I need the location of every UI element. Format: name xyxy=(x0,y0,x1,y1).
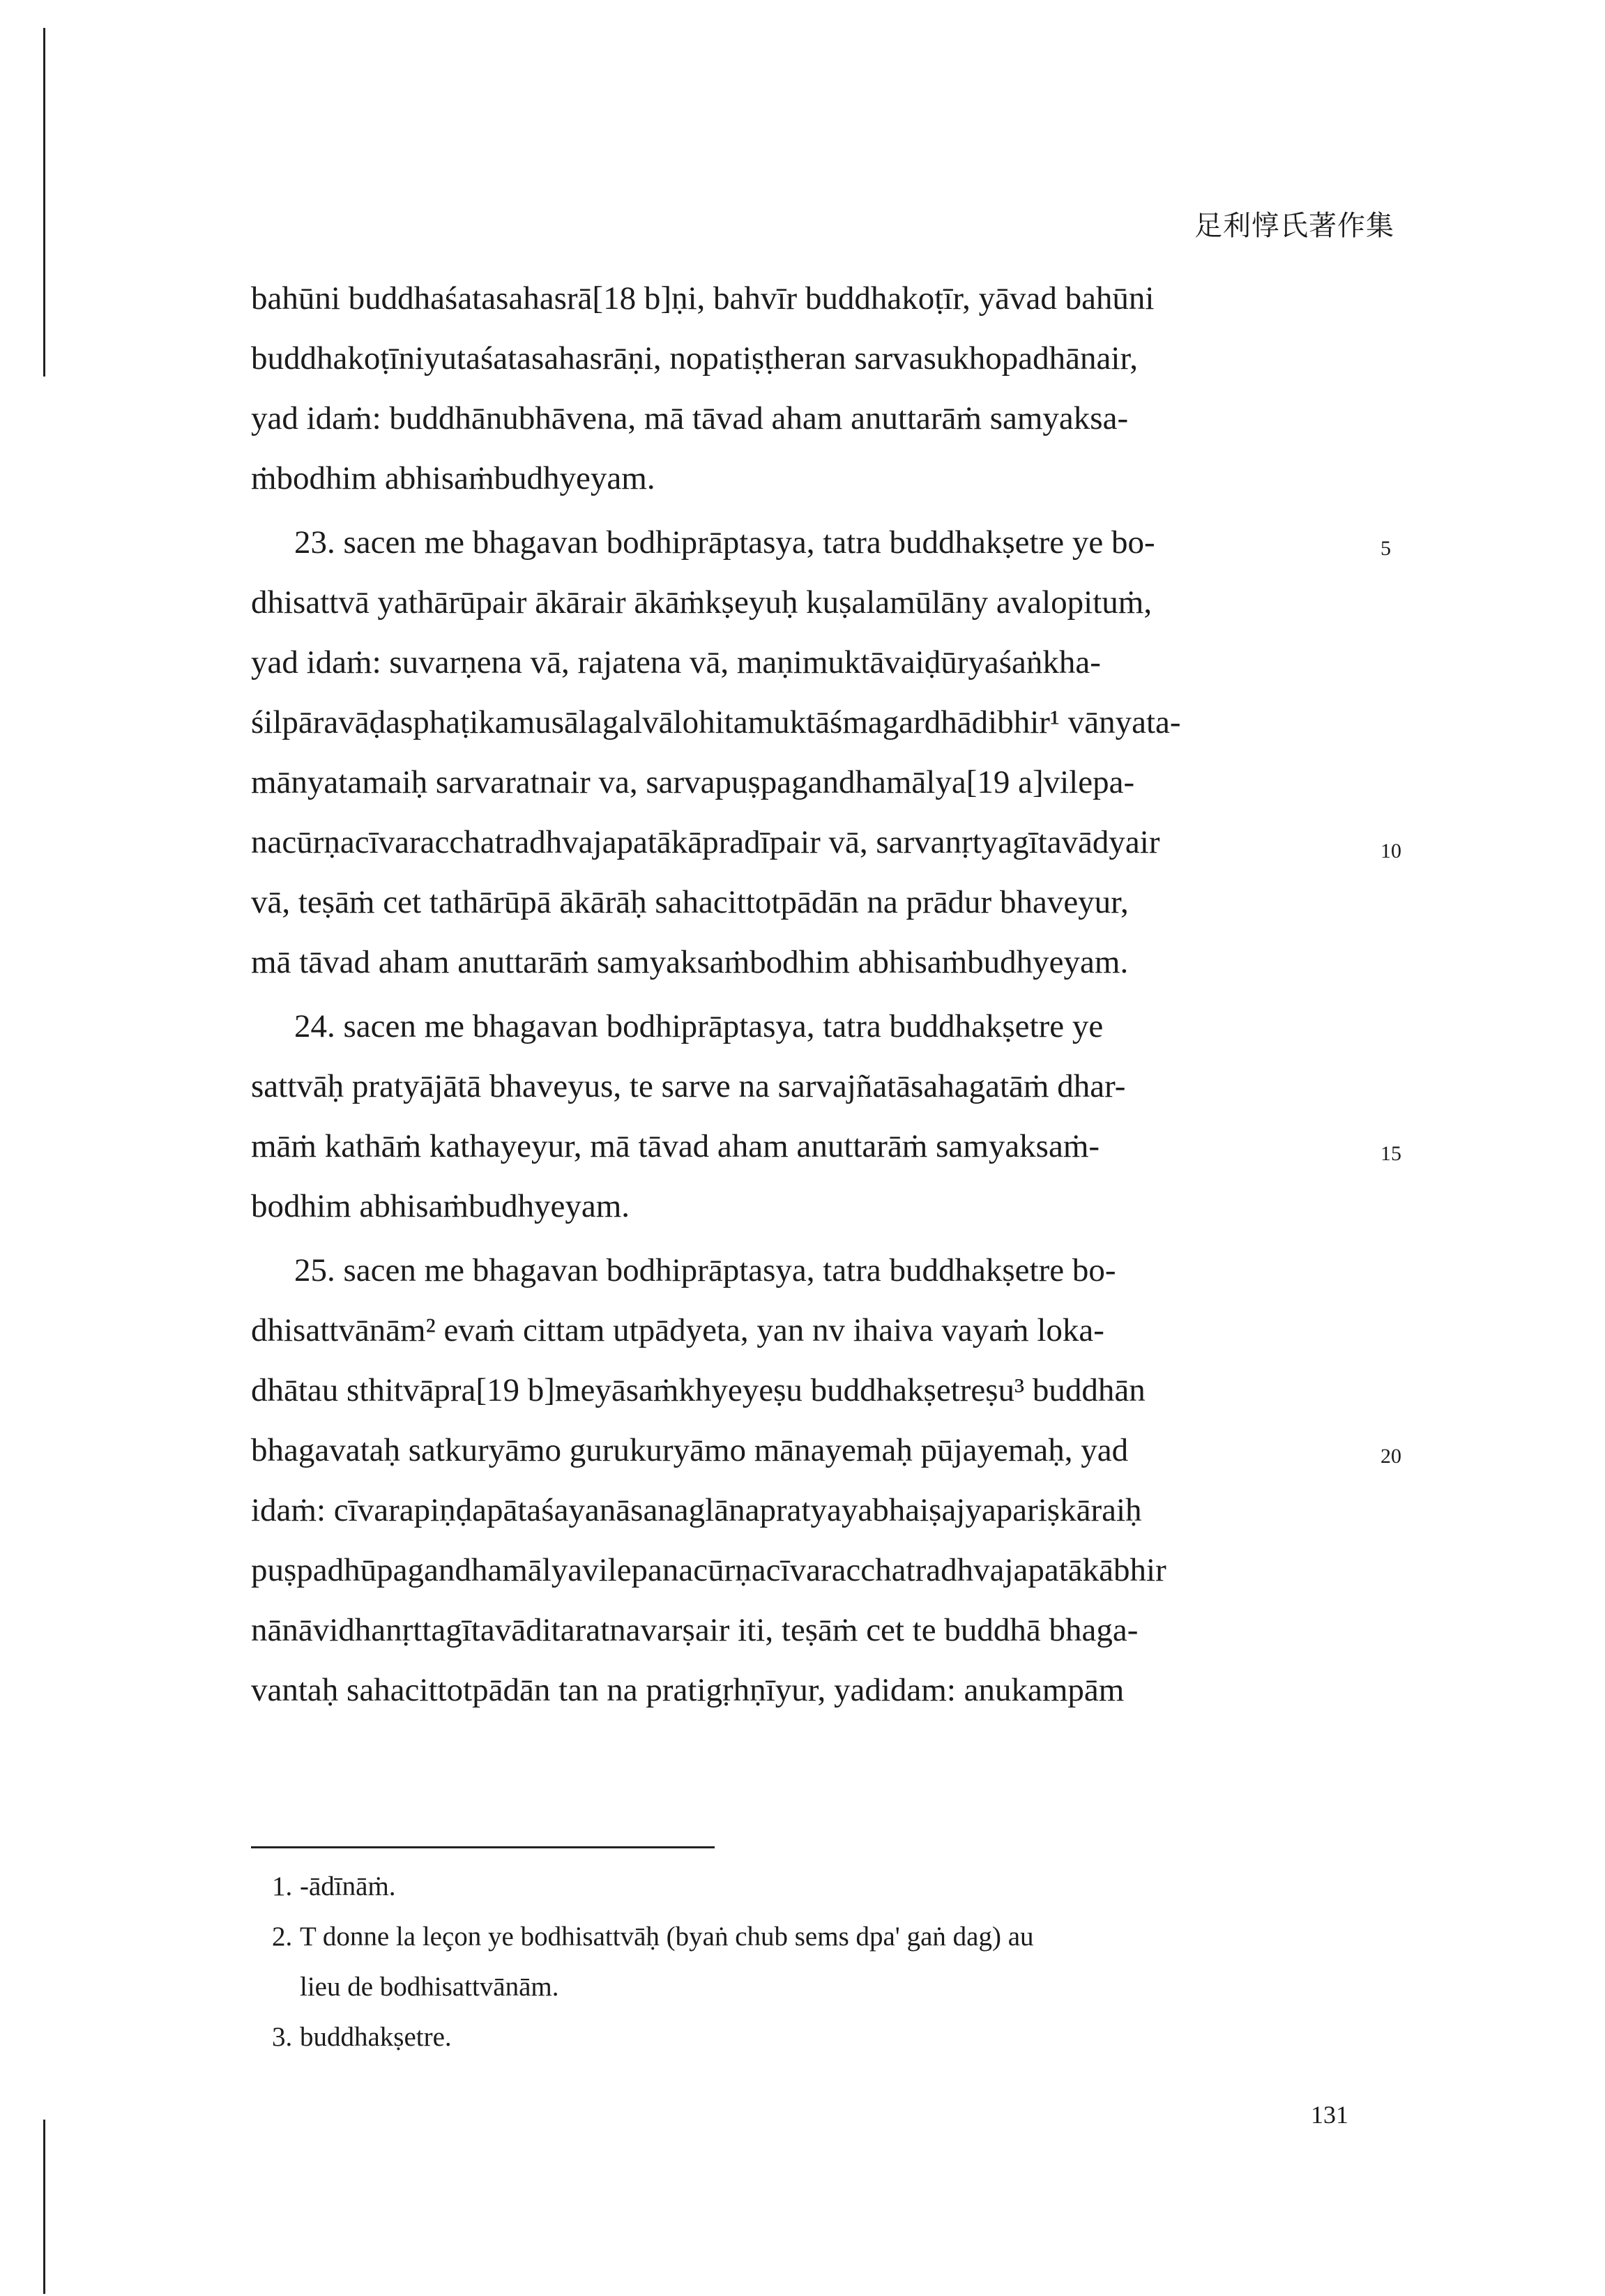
text-line: puṣpadhūpagandhamālyavilepanacūrṇacīvaracchatradhvajapatākābhir xyxy=(251,1552,1166,1588)
line-number: 20 xyxy=(1380,1445,1401,1468)
text-line: yad idaṁ: suvarṇena vā, rajatena vā, maṇimuktāvaiḍūryaśaṅkha- xyxy=(251,644,1101,681)
text-line: ṁbodhim abhisaṁbudhyeyam. xyxy=(251,460,655,496)
text-line: bahūni buddhaśatasahasrā[18 b]ṇi, bahvīr buddhakoṭīr, yāvad bahūni xyxy=(251,280,1155,317)
page-number: 131 xyxy=(1311,2101,1348,2129)
text-line: 24. sacen me bhagavan bodhiprāptasya, tatra buddhakṣetre ye xyxy=(294,1008,1104,1044)
text-line: buddhakoṭīniyutaśatasahasrāṇi, nopatiṣṭheran sarvasukhopadhānair, xyxy=(251,340,1138,377)
text-line: māṁ kathāṁ kathayeyur, mā tāvad aham anuttarāṁ samyaksaṁ- xyxy=(251,1128,1100,1164)
text-line: nacūrṇacīvaracchatradhvajapatākāpradīpair vā, sarvanṛtyagītavādyair xyxy=(251,824,1160,860)
line-number: 10 xyxy=(1380,839,1401,862)
footnote-text: lieu de bodhisattvānām. xyxy=(300,1972,559,2002)
footnote xyxy=(272,1862,1346,1912)
main-text xyxy=(251,268,1339,1720)
text-line: bodhim abhisaṁbudhyeyam. xyxy=(251,1188,630,1224)
text-line: yad idaṁ: buddhānubhāvena, mā tāvad aham anuttarāṁ samyaksa- xyxy=(251,400,1129,436)
footnote-number: 1. xyxy=(272,1871,293,1901)
footnote xyxy=(272,2012,1346,2062)
text-line: dhisattvā yathārūpair ākārair ākāṁkṣeyuḥ kuṣalamūlāny avalopituṁ, xyxy=(251,584,1153,621)
footnote-text: T donne la leçon ye bodhisattvāḥ (byaṅ chub sems dpa' gaṅ dag) au xyxy=(300,1922,1034,1952)
text-line: idaṁ: cīvarapiṇḍapātaśayanāsanaglānapratyayabhaiṣajyapariṣkāraiḥ xyxy=(251,1492,1142,1528)
text-line: mānyatamaiḥ sarvaratnair va, sarvapuṣpagandhamālya[19 a]vilepa- xyxy=(251,764,1135,800)
scan-edge-top xyxy=(43,28,45,377)
text-line: vantaḥ sahacittotpādān tan na pratigṛhṇīyur, yadidam: anukampām xyxy=(251,1672,1125,1708)
text-line: mā tāvad aham anuttarāṁ samyaksaṁbodhim abhisaṁbudhyeyam. xyxy=(251,944,1129,980)
text-line: dhisattvānām² evaṁ cittam utpādyeta, yan nv ihaiva vayaṁ loka- xyxy=(251,1312,1104,1348)
footnotes xyxy=(272,1862,1346,2062)
text-line: nānāvidhanṛttagītavāditaratnavarṣair iti, teṣāṁ cet te buddhā bhaga- xyxy=(251,1612,1139,1648)
line-number: 15 xyxy=(1380,1142,1401,1165)
footnote-number: 3. xyxy=(272,2022,293,2052)
footnote-text: -ādīnāṁ. xyxy=(300,1871,396,1901)
text-line: 25. sacen me bhagavan bodhiprāptasya, tatra buddhakṣetre bo- xyxy=(294,1252,1116,1288)
line-number: 5 xyxy=(1380,537,1391,560)
footnote-text: buddhakṣetre. xyxy=(300,2022,452,2052)
text-line: śilpāravāḍasphaṭikamusālagalvālohitamuktāśmagardhādibhir¹ vānyata- xyxy=(251,704,1181,740)
text-line: vā, teṣāṁ cet tathārūpā ākārāḥ sahacittotpādān na prādur bhaveyur, xyxy=(251,884,1129,920)
footnote-number: 2. xyxy=(272,1922,293,1952)
footnote-divider xyxy=(251,1846,715,1848)
text-line: bhagavataḥ satkuryāmo gurukuryāmo mānayemaḥ pūjayemaḥ, yad xyxy=(251,1432,1129,1468)
footnote xyxy=(272,1912,1346,1962)
text-line: 23. sacen me bhagavan bodhiprāptasya, tatra buddhakṣetre ye bo- xyxy=(294,524,1155,561)
text-line: dhātau sthitvāpra[19 b]meyāsaṁkhyeyeṣu buddhakṣetreṣu³ buddhān xyxy=(251,1372,1146,1408)
footnote-continuation xyxy=(272,1962,1346,2012)
text-line: sattvāḥ pratyājātā bhaveyus, te sarve na sarvajñatāsahagatāṁ dhar- xyxy=(251,1068,1126,1104)
scan-edge-bottom xyxy=(43,2120,45,2294)
running-header: 足利惇氏著作集 xyxy=(1194,210,1394,242)
